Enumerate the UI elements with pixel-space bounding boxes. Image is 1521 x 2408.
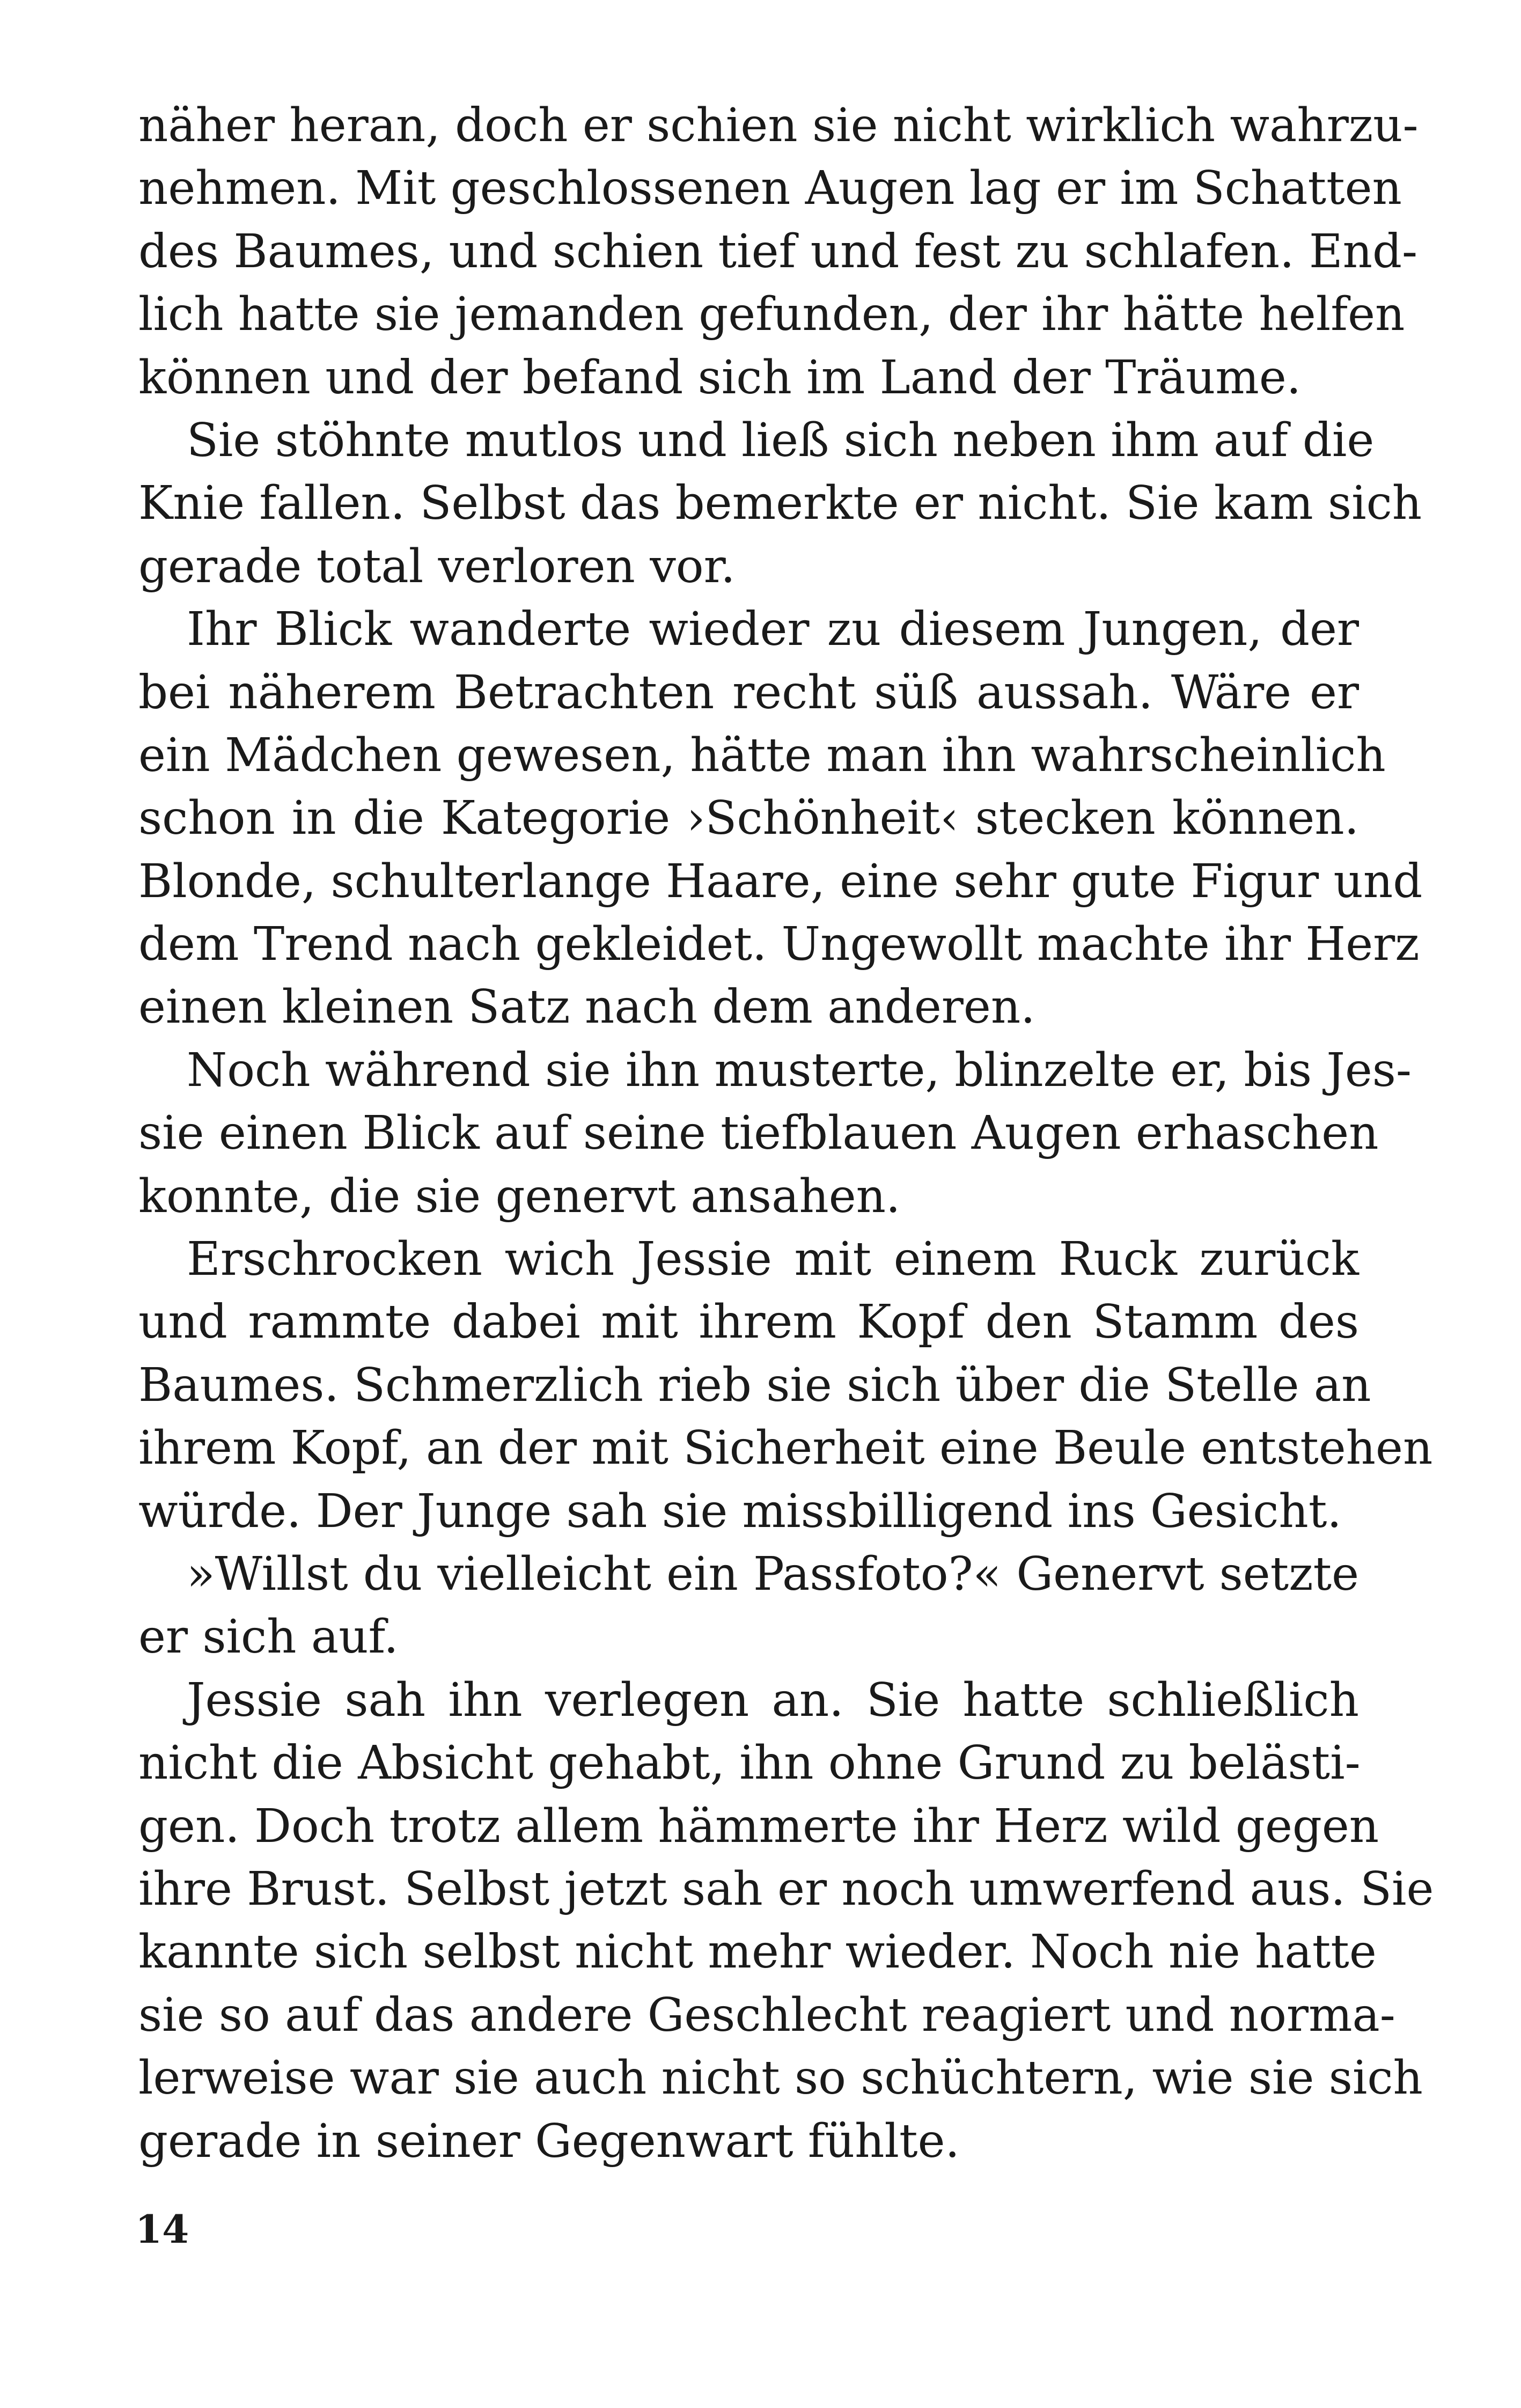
text-line: lerweise war sie auch nicht so schüchtern, wie sie sich <box>138 2051 1423 2105</box>
text-line: und rammte dabei mit ihrem Kopf den Stamm des <box>138 1295 1359 1349</box>
text-line: einen kleinen Satz nach dem anderen. <box>138 980 1035 1034</box>
text-line: ihrem Kopf, an der mit Sicherheit eine Beule entstehen <box>138 1421 1433 1475</box>
text-line: dem Trend nach gekleidet. Ungewollt machte ihr Herz <box>138 917 1420 972</box>
body-text <box>138 94 1434 2173</box>
text-line: näher heran, doch er schien sie nicht wirklich wahrzu- <box>138 99 1419 152</box>
text-line: des Baumes, und schien tief und fest zu schlafen. End- <box>138 224 1418 278</box>
text-line: können und der befand sich im Land der Träume. <box>138 350 1302 405</box>
text-line: er sich auf. <box>138 1610 399 1664</box>
text-line: lich hatte sie jemanden gefunden, der ihr hätte helfen <box>138 288 1405 342</box>
text-line: konnte, die sie genervt ansahen. <box>138 1169 901 1223</box>
text-line: Jessie sah ihn verlegen an. Sie hatte schließlich <box>187 1673 1359 1727</box>
text-line: ihre Brust. Selbst jetzt sah er noch umwerfend aus. Sie <box>138 1862 1434 1916</box>
text-line: Blonde, schulterlange Haare, eine sehr gute Figur und <box>138 854 1423 908</box>
text-line: schon in die Kategorie ›Schönheit‹ stecken können. <box>138 791 1359 846</box>
text-line: nicht die Absicht gehabt, ihn ohne Grund zu belästi- <box>138 1736 1361 1790</box>
text-line: Sie stöhnte mutlos und ließ sich neben ihm auf die <box>187 413 1375 467</box>
text-line: »Willst du vielleicht ein Passfoto?« Genervt setzte <box>187 1547 1359 1601</box>
text-line: gen. Doch trotz allem hämmerte ihr Herz wild gegen <box>138 1799 1379 1853</box>
text-line: Baumes. Schmerzlich rieb sie sich über die Stelle an <box>138 1358 1371 1412</box>
text-line: Ihr Blick wanderte wieder zu diesem Jungen, der <box>187 603 1359 657</box>
text-line: bei näherem Betrachten recht süß aussah. Wäre er <box>138 665 1359 720</box>
text-line: sie einen Blick auf seine tiefblauen Augen erhaschen <box>138 1106 1379 1161</box>
text-line: sie so auf das andere Geschlecht reagiert und norma- <box>138 1988 1395 2042</box>
text-line: gerade total verloren vor. <box>138 539 736 593</box>
text-line: ein Mädchen gewesen, hätte man ihn wahrscheinlich <box>138 728 1386 782</box>
text-line: Noch während sie ihn musterte, blinzelte er, bis Jes- <box>187 1043 1412 1097</box>
text-line: Erschrocken wich Jessie mit einem Ruck zurück <box>187 1232 1359 1287</box>
text-line: nehmen. Mit geschlossenen Augen lag er im Schatten <box>138 161 1402 216</box>
text-line: Knie fallen. Selbst das bemerkte er nicht. Sie kam sich <box>138 476 1422 531</box>
text-line: würde. Der Junge sah sie missbilligend ins Gesicht. <box>138 1484 1342 1538</box>
text-line: gerade in seiner Gegenwart fühlte. <box>138 2114 960 2168</box>
text-line: kannte sich selbst nicht mehr wieder. Noch nie hatte <box>138 1925 1377 1979</box>
page-number: 14 <box>135 2206 189 2252</box>
